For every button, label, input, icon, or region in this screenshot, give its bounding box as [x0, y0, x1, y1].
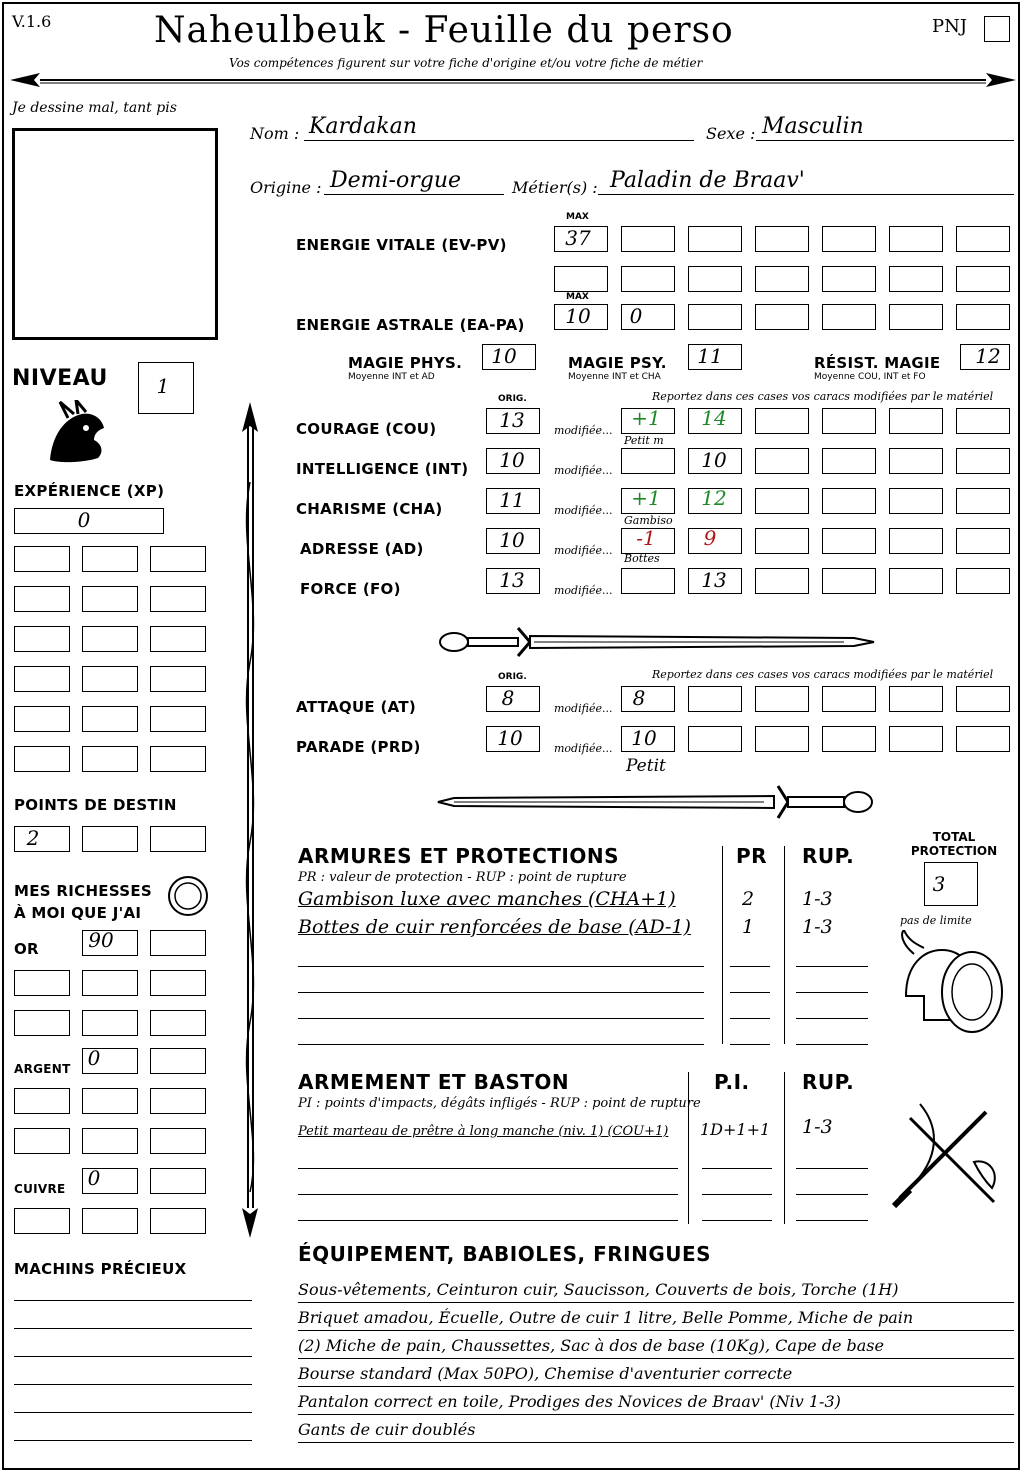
weapons-rup-header: RUP.: [802, 1070, 855, 1094]
prd-box[interactable]: [889, 726, 943, 752]
ev-box[interactable]: [621, 266, 675, 292]
treasure-line[interactable]: [14, 1356, 252, 1357]
int-final-value: 10: [701, 448, 727, 472]
xp-label: EXPÉRIENCE (XP): [14, 482, 165, 500]
weapons-pi-header: P.I.: [714, 1070, 750, 1094]
silver-slot[interactable]: [14, 1128, 70, 1154]
job-field[interactable]: Paladin de Braav': [610, 168, 805, 193]
resist-magic-note: Moyenne COU, INT et FO: [814, 372, 926, 382]
int-modified-label: modifiée...: [554, 464, 613, 477]
armor-item-name[interactable]: Bottes de cuir renforcées de base (AD-1): [298, 916, 691, 938]
ad-mod-note: Bottes: [624, 552, 660, 565]
ad-modified-label: modifiée...: [554, 544, 613, 557]
ev-box[interactable]: [889, 226, 943, 252]
fo-orig-value: 13: [499, 568, 525, 592]
ad-final-value: 9: [703, 526, 717, 550]
fo-box[interactable]: [755, 568, 809, 594]
coin-icon: [166, 874, 210, 918]
ev-box[interactable]: [554, 266, 608, 292]
xp-slot[interactable]: [150, 546, 206, 572]
at-orig-value: 8: [501, 686, 515, 710]
xp-slot[interactable]: [150, 666, 206, 692]
stats-report-note: Reportez dans ces cases vos caracs modifiées par le matériel: [652, 390, 994, 403]
xp-slot[interactable]: [82, 746, 138, 772]
total-protection-value: 3: [932, 872, 946, 896]
ev-box[interactable]: [956, 226, 1010, 252]
at-box[interactable]: [688, 686, 742, 712]
ea-box[interactable]: [956, 304, 1010, 330]
total-protection-label: TOTAL PROTECTION: [910, 830, 998, 858]
prd-box[interactable]: [822, 726, 876, 752]
weapon-item-name[interactable]: Petit marteau de prêtre à long manche (niv. 1) (COU+1): [298, 1124, 669, 1139]
cha-box[interactable]: [822, 488, 876, 514]
cha-mod-note: Gambiso: [624, 514, 673, 527]
cou-modified-label: modifiée...: [554, 424, 613, 437]
equipment-line[interactable]: Sous-vêtements, Ceinturon cuir, Saucisson, Couverts de bois, Torche (1H): [298, 1280, 899, 1299]
silver-value: 0: [87, 1046, 101, 1070]
armor-item-pr[interactable]: 2: [742, 888, 755, 910]
silver-slot[interactable]: [14, 1088, 70, 1114]
xp-slot[interactable]: [14, 666, 70, 692]
treasure-line[interactable]: [14, 1300, 252, 1301]
ev-box[interactable]: [822, 226, 876, 252]
dragon-icon: [42, 400, 110, 468]
cou-label: COURAGE (COU): [296, 420, 437, 438]
prd-box[interactable]: [755, 726, 809, 752]
xp-slot[interactable]: [82, 586, 138, 612]
gold-slot[interactable]: [14, 970, 70, 996]
prd-modified-label: modifiée...: [554, 742, 613, 755]
spear-divider-icon: [10, 68, 1016, 92]
xp-slot[interactable]: [150, 746, 206, 772]
silver-slot[interactable]: [82, 1128, 138, 1154]
armor-item-name[interactable]: Gambison luxe avec manches (CHA+1): [298, 888, 676, 910]
sheet-subtitle: Vos compétences figurent sur votre fiche d'origine et/ou votre fiche de métier: [229, 56, 703, 70]
sword-icon: [434, 622, 878, 662]
combat-orig-label: ORIG.: [498, 672, 527, 682]
resist-magic-value: 12: [975, 344, 1001, 368]
cou-box[interactable]: [889, 408, 943, 434]
total-protection-note: pas de limite: [900, 914, 972, 927]
equipment-line[interactable]: (2) Miche de pain, Chaussettes, Sac à dos de base (10Kg), Cape de base: [298, 1336, 884, 1355]
level-label: NIVEAU: [12, 366, 108, 391]
portrait-caption: Je dessine mal, tant pis: [12, 100, 177, 116]
wealth-label: MES RICHESSES À MOI QUE J'AI: [14, 882, 153, 922]
int-box[interactable]: [889, 448, 943, 474]
cha-modified-label: modifiée...: [554, 504, 613, 517]
npc-checkbox[interactable]: [984, 16, 1010, 42]
ev-box[interactable]: [755, 266, 809, 292]
destiny-value: 2: [26, 826, 40, 850]
magic-phys-note: Moyenne INT et AD: [348, 372, 435, 382]
equipment-line[interactable]: Pantalon correct en toile, Prodiges des Novices de Braav' (Niv 1-3): [298, 1392, 841, 1411]
ev-max-value: 37: [565, 226, 591, 250]
xp-slot[interactable]: [82, 546, 138, 572]
cha-final-value: 12: [701, 486, 727, 510]
ev-box[interactable]: [755, 226, 809, 252]
xp-value: 0: [77, 508, 91, 532]
xp-slot[interactable]: [82, 706, 138, 732]
fo-box[interactable]: [956, 568, 1010, 594]
xp-slot[interactable]: [14, 586, 70, 612]
ev-box[interactable]: [688, 266, 742, 292]
name-label: Nom :: [250, 124, 300, 143]
ev-box[interactable]: [688, 226, 742, 252]
ad-box[interactable]: [889, 528, 943, 554]
weapon-line[interactable]: [298, 1220, 678, 1221]
xp-slot[interactable]: [150, 586, 206, 612]
magic-phys-label: MAGIE PHYS.: [348, 354, 463, 372]
int-mod-box[interactable]: [621, 448, 675, 474]
armor-line[interactable]: [298, 1044, 704, 1045]
xp-slot[interactable]: [150, 706, 206, 732]
cha-orig-value: 11: [499, 488, 525, 512]
ad-box[interactable]: [755, 528, 809, 554]
gold-slot[interactable]: [82, 1010, 138, 1036]
prd-orig-value: 10: [497, 726, 523, 750]
weapon-line[interactable]: [298, 1168, 678, 1169]
copper-slot[interactable]: [150, 1168, 206, 1194]
ea-max-value: 10: [565, 304, 591, 328]
int-label: INTELLIGENCE (INT): [296, 460, 469, 478]
cou-box[interactable]: [755, 408, 809, 434]
destiny-slot[interactable]: [82, 826, 138, 852]
cou-box[interactable]: [956, 408, 1010, 434]
cha-box[interactable]: [755, 488, 809, 514]
at-box[interactable]: [956, 686, 1010, 712]
cou-box[interactable]: [822, 408, 876, 434]
treasure-line[interactable]: [14, 1412, 252, 1413]
prd-label: PARADE (PRD): [296, 738, 421, 756]
ea-current-value: 0: [629, 304, 643, 328]
ea-max-label: MAX: [566, 292, 589, 302]
silver-slot[interactable]: [150, 1128, 206, 1154]
ea-box[interactable]: [889, 304, 943, 330]
armor-item-rup[interactable]: 1-3: [802, 916, 833, 938]
npc-label: PNJ: [932, 16, 968, 37]
equipment-line[interactable]: Gants de cuir doublés: [298, 1420, 476, 1439]
copper-slot[interactable]: [150, 1208, 206, 1234]
resist-magic-label: RÉSIST. MAGIE: [814, 354, 941, 372]
weapons-icon: [890, 1098, 1010, 1218]
silver-slot[interactable]: [150, 1048, 206, 1074]
at-label: ATTAQUE (AT): [296, 698, 417, 716]
version-label: V.1.6: [12, 12, 52, 31]
at-box[interactable]: [822, 686, 876, 712]
staff-icon: [232, 402, 268, 1238]
weapon-item-pi[interactable]: 1D+1+1: [700, 1120, 771, 1139]
gold-slot[interactable]: [150, 930, 206, 956]
cou-mod-value: +1: [631, 406, 661, 430]
cha-box[interactable]: [956, 488, 1010, 514]
xp-slot[interactable]: [82, 626, 138, 652]
int-orig-value: 10: [499, 448, 525, 472]
origin-label: Origine :: [250, 178, 322, 197]
magic-psy-note: Moyenne INT et CHA: [568, 372, 661, 382]
armor-line[interactable]: [298, 992, 704, 993]
xp-slot[interactable]: [150, 626, 206, 652]
destiny-label: POINTS DE DESTIN: [14, 796, 177, 814]
armor-note: PR : valeur de protection - RUP : point de rupture: [298, 870, 627, 885]
at-box[interactable]: [755, 686, 809, 712]
xp-slot[interactable]: [14, 546, 70, 572]
origin-field[interactable]: Demi-orgue: [330, 168, 462, 193]
magic-psy-label: MAGIE PSY.: [568, 354, 667, 372]
level-value: 1: [156, 374, 170, 398]
ad-orig-value: 10: [499, 528, 525, 552]
cou-final-value: 14: [701, 406, 727, 430]
magic-psy-value: 11: [697, 344, 723, 368]
sheet-title: Naheulbeuk - Feuille du perso: [154, 10, 734, 51]
ad-label: ADRESSE (AD): [300, 540, 424, 558]
armor-line[interactable]: [298, 1018, 704, 1019]
prd-box[interactable]: [956, 726, 1010, 752]
treasure-line[interactable]: [14, 1384, 252, 1385]
prd-note: Petit: [626, 756, 666, 776]
weapon-item-rup[interactable]: 1-3: [802, 1116, 833, 1138]
gold-value: 90: [88, 928, 114, 952]
treasure-line[interactable]: [14, 1440, 252, 1441]
cha-mod-value: +1: [631, 486, 661, 510]
ev-box[interactable]: [822, 266, 876, 292]
cou-mod-note: Petit m: [624, 434, 664, 447]
armor-item-rup[interactable]: 1-3: [802, 888, 833, 910]
ad-box[interactable]: [956, 528, 1010, 554]
orig-label: ORIG.: [498, 394, 527, 404]
fo-final-value: 13: [701, 568, 727, 592]
at-box[interactable]: [889, 686, 943, 712]
gold-label: OR: [14, 940, 39, 958]
weapons-title: ARMEMENT ET BASTON: [298, 1070, 570, 1094]
weapons-note: PI : points d'impacts, dégâts infligés - RUP : point de rupture: [298, 1096, 701, 1111]
ev-label: ENERGIE VITALE (EV-PV): [296, 236, 507, 254]
equipment-title: ÉQUIPEMENT, BABIOLES, FRINGUES: [298, 1242, 712, 1266]
gold-slot[interactable]: [150, 1010, 206, 1036]
job-label: Métier(s) :: [512, 178, 598, 197]
silver-label: ARGENT: [14, 1062, 71, 1076]
gold-slot[interactable]: [82, 970, 138, 996]
int-box[interactable]: [956, 448, 1010, 474]
portrait-frame[interactable]: [12, 128, 218, 340]
silver-slot[interactable]: [82, 1088, 138, 1114]
copper-slot[interactable]: [14, 1208, 70, 1234]
ea-box[interactable]: [755, 304, 809, 330]
sex-label: Sexe :: [706, 124, 756, 143]
gold-slot[interactable]: [150, 970, 206, 996]
copper-label: CUIVRE: [14, 1182, 66, 1196]
ev-max-label: MAX: [566, 212, 589, 222]
xp-slot[interactable]: [14, 746, 70, 772]
ea-box[interactable]: [688, 304, 742, 330]
armor-pr-header: PR: [736, 844, 768, 868]
ea-box[interactable]: [822, 304, 876, 330]
prd-final-value: 10: [631, 726, 657, 750]
silver-slot[interactable]: [150, 1088, 206, 1114]
armor-title: ARMURES ET PROTECTIONS: [298, 844, 619, 868]
magic-phys-value: 10: [491, 344, 517, 368]
cou-orig-value: 13: [499, 408, 525, 432]
ev-box[interactable]: [621, 226, 675, 252]
treasure-line[interactable]: [14, 1328, 252, 1329]
cha-label: CHARISME (CHA): [296, 500, 443, 518]
sword-icon: [434, 782, 878, 822]
copper-value: 0: [87, 1166, 101, 1190]
ea-label: ENERGIE ASTRALE (EA-PA): [296, 316, 525, 334]
cha-box[interactable]: [889, 488, 943, 514]
name-field[interactable]: Kardakan: [309, 114, 417, 139]
ad-box[interactable]: [822, 528, 876, 554]
ev-box[interactable]: [889, 266, 943, 292]
prd-box[interactable]: [688, 726, 742, 752]
at-modified-label: modifiée...: [554, 702, 613, 715]
combat-report-note: Reportez dans ces cases vos caracs modifiées par le matériel: [652, 668, 994, 681]
helmet-shield-icon: [890, 930, 1010, 1040]
xp-slot[interactable]: [14, 626, 70, 652]
fo-modified-label: modifiée...: [554, 584, 613, 597]
xp-slot[interactable]: [14, 706, 70, 732]
equipment-line[interactable]: Bourse standard (Max 50PO), Chemise d'aventurier correcte: [298, 1364, 793, 1383]
armor-item-pr[interactable]: 1: [742, 916, 755, 938]
fo-box[interactable]: [822, 568, 876, 594]
treasure-label: MACHINS PRÉCIEUX: [14, 1260, 187, 1278]
destiny-slot[interactable]: [150, 826, 206, 852]
copper-slot[interactable]: [82, 1208, 138, 1234]
fo-box[interactable]: [889, 568, 943, 594]
at-final-value: 8: [632, 686, 646, 710]
character-sheet: [2, 2, 1020, 1470]
armor-rup-header: RUP.: [802, 844, 855, 868]
int-box[interactable]: [755, 448, 809, 474]
sex-field[interactable]: Masculin: [762, 114, 864, 139]
fo-label: FORCE (FO): [300, 580, 401, 598]
fo-mod-box[interactable]: [621, 568, 675, 594]
xp-slot[interactable]: [82, 666, 138, 692]
ev-box[interactable]: [956, 266, 1010, 292]
gold-slot[interactable]: [14, 1010, 70, 1036]
equipment-line[interactable]: Briquet amadou, Écuelle, Outre de cuir 1 litre, Belle Pomme, Miche de pain: [298, 1308, 914, 1327]
ad-mod-value: -1: [636, 526, 656, 550]
int-box[interactable]: [822, 448, 876, 474]
weapon-line[interactable]: [298, 1194, 678, 1195]
armor-line[interactable]: [298, 966, 704, 967]
